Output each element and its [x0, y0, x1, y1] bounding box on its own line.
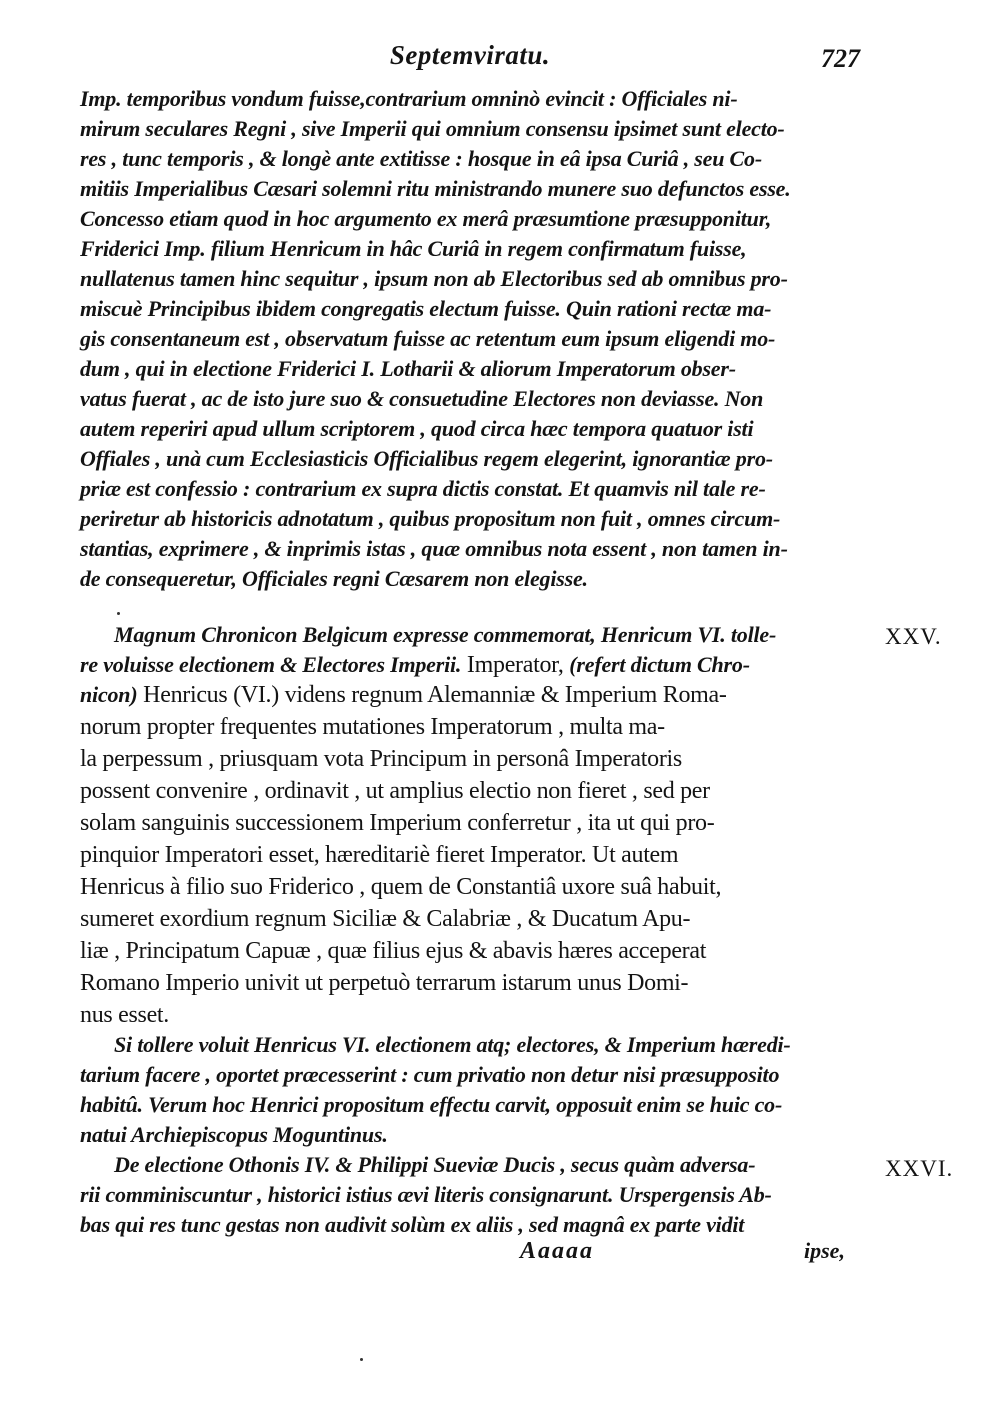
ink-speck	[360, 1358, 363, 1361]
text-line: Romano Imperio univit ut perpetuò terrarum istarum unus Domi-	[80, 970, 689, 996]
text-line: autem reperiri apud ullum scriptorem , quod circa hæc tempora quatuor isti	[80, 416, 754, 441]
text-line: de consequeretur, Officiales regni Cæsarem non elegisse.	[80, 566, 588, 591]
text-line: Offiales , unà cum Ecclesiasticis Officialibus regem elegerint, ignorantiæ pro-	[80, 446, 773, 471]
text-line: De electione Othonis IV. & Philippi Sueviæ Ducis , secus quàm adversa-	[114, 1152, 756, 1177]
text-span-roman: Henricus (VI.) videns regnum Alemanniæ & Imperium Roma-	[137, 682, 727, 708]
text-line: Friderici Imp. filium Henricum in hâc Curiâ in regem confirmatum fuisse,	[80, 236, 747, 261]
text-line: norum propter frequentes mutationes Imperatorum , multa ma-	[80, 714, 665, 740]
text-span-italic: re voluisse electionem & Electores Imperii.	[80, 652, 462, 677]
text-line: natui Archiepiscopus Moguntinus.	[80, 1122, 388, 1147]
text-line: la perpessum , priusquam vota Principum in personâ Imperatoris	[80, 746, 682, 772]
text-line-mixed	[80, 650, 850, 680]
text-line: rii comminiscuntur , historici istius ævi literis consignarunt. Urspergensis Ab-	[80, 1182, 772, 1207]
text-line: miscuè Principibus ibidem congregatis electum fuisse. Quin rationi rectæ ma-	[80, 296, 772, 321]
text-line: Imp. temporibus vondum fuisse,contrarium omninò evincit : Officiales ni-	[80, 86, 738, 111]
text-line: mirum seculares Regni , sive Imperii qui omnium consensu ipsimet sunt electo-	[80, 116, 785, 141]
running-head: Septemviratu.	[389, 40, 551, 70]
text-line: vatus fuerat , ac de isto jure suo & consuetudine Electores non deviasse. Non	[80, 386, 764, 411]
text-line: sumeret exordium regnum Siciliæ & Calabriæ , & Ducatum Apu-	[80, 906, 691, 932]
page-number: 727	[821, 44, 860, 73]
text-span-roman: Imperator,	[461, 652, 570, 678]
text-line: Magnum Chronicon Belgicum expresse commemorat, Henricum VI. tolle-	[114, 622, 777, 647]
text-line: pinquior Imperatori esset, hæreditariè fieret Imperator. Ut autem	[80, 842, 679, 868]
signature-mark: Aaaaa	[520, 1238, 595, 1264]
text-line: Si tollere voluit Henricus VI. electionem atq; electores, & Imperium hæredi-	[114, 1032, 791, 1057]
text-line: Concesso etiam quod in hoc argumento ex merâ præsumtione præsupponitur,	[80, 206, 772, 231]
text-line: periretur ab historicis adnotatum , quibus propositum non fuit , omnes circum-	[80, 506, 781, 531]
text-line: res , tunc temporis , & longè ante extitisse : hosque in eâ ipsa Curiâ , seu Co-	[80, 146, 762, 171]
text-span-italic: (refert dictum Chro-	[569, 652, 750, 677]
margin-numeral-xxvi: XXVI.	[885, 1156, 954, 1181]
catchword: ipse,	[804, 1238, 845, 1263]
text-line: nus esset.	[80, 1002, 169, 1028]
ink-speck	[117, 612, 120, 615]
text-line: dum , qui in electione Friderici I. Lotharii & aliorum Imperatorum obser-	[80, 356, 736, 381]
text-line: nullatenus tamen hinc sequitur , ipsum non ab Electoribus sed ab omnibus pro-	[80, 266, 788, 291]
text-line: gis consentaneum est , observatum fuisse ac retentum eum ipsum eligendi mo-	[80, 326, 776, 351]
text-line: habitû. Verum hoc Henrici propositum effectu carvit, opposuit enim se huic co-	[80, 1092, 783, 1117]
text-line: mitiis Imperialibus Cæsari solemni ritu ministrando munere suo defunctos esse.	[80, 176, 791, 201]
margin-numeral-xxv: XXV.	[885, 624, 942, 649]
page-header	[80, 40, 860, 80]
text-line: Henricus à filio suo Friderico , quem de Constantiâ uxore suâ habuit,	[80, 874, 722, 900]
text-line: bas qui res tunc gestas non audivit solùm ex aliis , sed magnâ ex parte vidit	[80, 1212, 745, 1237]
text-line-mixed	[80, 680, 850, 710]
text-line: possent convenire , ordinavit , ut amplius electio non fieret , sed per	[80, 778, 710, 804]
text-line: liæ , Principatum Capuæ , quæ filius ejus & abavis hæres acceperat	[80, 938, 707, 964]
text-line: solam sanguinis successionem Imperium conferretur , ita ut qui pro-	[80, 810, 715, 836]
text-line: tarium facere , oportet præcesserint : cum privatio non detur nisi præsupposito	[80, 1062, 780, 1087]
text-line: priæ est confessio : contrarium ex supra dictis constat. Et quamvis nil tale re-	[80, 476, 766, 501]
text-span-italic: nicon)	[80, 682, 138, 707]
text-line: stantias, exprimere , & inprimis istas , quæ omnibus nota essent , non tamen in-	[80, 536, 788, 561]
